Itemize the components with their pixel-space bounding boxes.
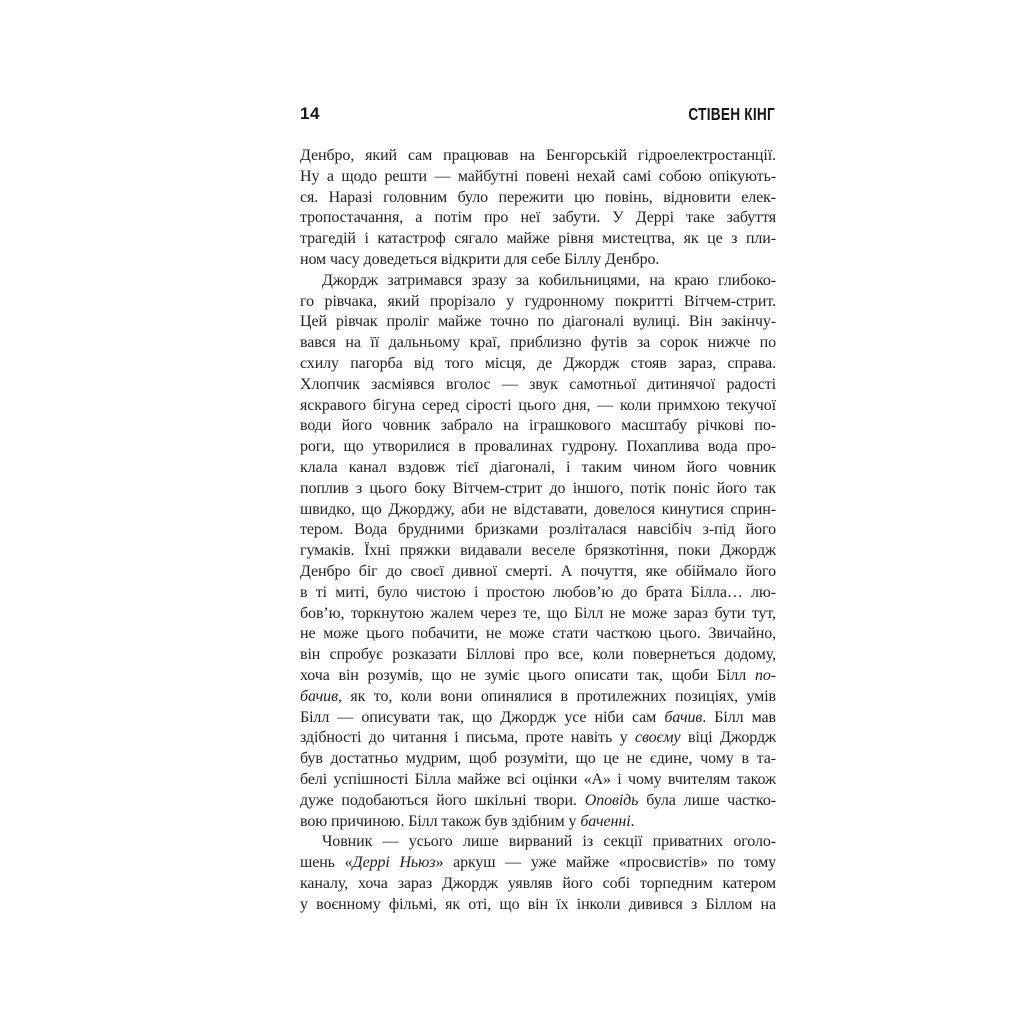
text-line xyxy=(300,500,776,521)
text-line xyxy=(300,853,776,874)
italic-text-segment: бачив xyxy=(664,708,703,726)
text-line xyxy=(300,416,776,437)
text-line xyxy=(300,708,776,729)
text-segment: схилу пагорба від того місця, де Джордж стояв зараз, справа. xyxy=(300,354,776,372)
text-line xyxy=(300,624,776,645)
text-segment: в ті миті, було чистою і простою любов’ю до брата Білла… лю- xyxy=(300,583,776,601)
text-line xyxy=(300,791,776,812)
text-segment: був достатньо мудрим, щоб розуміти, що це не єдине, чому в та- xyxy=(300,750,776,768)
text-segment: Цей рівчак проліг майже точно по діагоналі вулиці. Він закінчу- xyxy=(300,313,776,331)
text-segment: тропостачання, а потім про неї забути. У Деррі таке забуття xyxy=(300,209,776,227)
text-segment: белі успішності Білла майже всі оцінки «А» і чому вчителям також xyxy=(300,770,776,788)
text-segment: швидко, що Джорджу, аби не відставати, довелося кинутися сприн- xyxy=(300,500,776,518)
text-line xyxy=(300,728,776,749)
text-segment: вою причиною. Білл також був здібним у xyxy=(300,812,581,830)
text-segment: у воєнному фільмі, як оті, що він їх інколи дивився з Біллом на xyxy=(300,895,776,913)
text-line xyxy=(300,146,776,167)
text-line xyxy=(300,874,776,895)
text-line xyxy=(300,312,776,333)
text-segment: здібності до читання і письма, проте навіть у xyxy=(300,729,636,747)
text-segment: , як то, коли вони опинялися в протилежних позиціях, умів xyxy=(337,687,776,705)
text-line xyxy=(300,832,776,853)
text-line xyxy=(300,437,776,458)
text-segment: вався на її дальньому краї, приблизно футів за сорок нижче по xyxy=(300,334,776,352)
text-line xyxy=(300,396,776,417)
page-number: 14 xyxy=(300,104,320,123)
running-head-author: СТІВЕН КІНГ xyxy=(688,104,775,124)
text-segment: трагедій і катастроф сягало майже рівня мистецтва, як це з пли- xyxy=(300,230,776,248)
text-segment: Денбро, який сам працював на Бенгорській гідроелектростанції. xyxy=(300,147,776,164)
text-line xyxy=(300,645,776,666)
text-line xyxy=(300,562,776,583)
text-segment: » аркуш — уже майже «просвистів» по тому xyxy=(435,854,776,872)
text-line xyxy=(300,354,776,375)
text-segment: Білл — описувати так, що Джордж усе ніби сам xyxy=(300,708,665,726)
text-line xyxy=(300,812,776,833)
italic-text-segment: Оповідь xyxy=(584,791,639,809)
text-line xyxy=(300,208,776,229)
text-segment: Джордж затримався зразу за кобильницями, на краю глибоко- xyxy=(322,271,776,289)
text-line xyxy=(300,583,776,604)
text-line xyxy=(300,479,776,500)
text-segment: гумаків. Їхні пряжки видавали веселе брязкотіння, поки Джордж xyxy=(300,542,776,560)
text-segment: він спробує розказати Біллові про все, коли повернеться додому, xyxy=(300,646,776,664)
text-line xyxy=(300,666,776,687)
text-segment: каналу, хоча зараз Джордж уявляв його собі торпедним катером xyxy=(300,874,776,892)
italic-text-segment: баченні xyxy=(580,812,631,830)
text-segment: шень « xyxy=(300,854,353,872)
text-segment: хоча він розумів, що не зуміє цього описати так, щоби Білл xyxy=(300,666,755,684)
text-line xyxy=(300,188,776,209)
text-segment: ся. Наразі головним було пережити цю повінь, відновити елек- xyxy=(300,188,776,206)
text-segment: клала канал вздовж тієї діагоналі, і таким чином його човник xyxy=(300,458,776,476)
text-segment: Ну а щодо решти — майбутні повені нехай самі собою опікують- xyxy=(300,167,776,185)
text-line xyxy=(300,541,776,562)
text-segment: Денбро біг до своєї дивної смерті. А почуття, яке обіймало його xyxy=(300,562,776,580)
text-segment: го рівчака, який прорізало у гудронному покритті Вітчем-стрит. xyxy=(300,292,776,310)
text-line xyxy=(300,292,776,313)
text-segment: Човник — усього лише вирваний із секції приватних оголо- xyxy=(322,833,776,851)
text-line xyxy=(300,687,776,708)
italic-text-segment: своєму xyxy=(635,729,681,747)
text-line xyxy=(300,333,776,354)
text-segment: води його човник забрало на іграшкового масштабу річкові по- xyxy=(300,417,776,435)
text-segment: не може цього побачити, не може стати часткою цього. Звичайно, xyxy=(300,625,776,643)
text-segment: роги, що утворилися в провалинах гудрону. Похаплива вода про- xyxy=(300,438,776,456)
text-line xyxy=(300,749,776,770)
text-line xyxy=(300,167,776,188)
text-segment: бов’ю, торкнутою жалем через те, що Білл не може зараз бути тут, xyxy=(300,604,776,622)
text-segment: . xyxy=(630,812,635,830)
text-segment: була лише частко- xyxy=(638,791,776,809)
text-line xyxy=(300,770,776,791)
text-segment: . Білл мав xyxy=(702,708,776,726)
text-segment: віці Джордж xyxy=(680,729,776,747)
text-line xyxy=(300,229,776,250)
text-segment: яскравого бігуна серед сірості цього дня, — коли примхою текучої xyxy=(300,396,776,414)
text-line xyxy=(300,458,776,479)
text-segment: поплив з цього боку Вітчем-стрит до іншого, потік поніс його так xyxy=(300,479,776,497)
text-line xyxy=(300,250,776,271)
text-segment: дуже подобаються його шкільні твори. xyxy=(300,791,585,809)
text-line xyxy=(300,895,776,916)
text-line xyxy=(300,520,776,541)
page-text xyxy=(300,146,776,915)
text-line xyxy=(300,375,776,396)
italic-text-segment: по- xyxy=(754,666,776,684)
text-segment: тером. Вода брудними бризками розліталася навсібіч з-під його xyxy=(300,521,776,539)
text-segment: Хлопчик засміявся вголос — звук самотньої дитинячої радості xyxy=(300,375,776,393)
text-line xyxy=(300,271,776,292)
text-line xyxy=(300,604,776,625)
text-segment: ном часу доведеться відкрити для себе Біллу Денбро. xyxy=(300,250,660,268)
italic-text-segment: Деррі Ньюз xyxy=(352,854,436,872)
italic-text-segment: бачив xyxy=(300,687,338,705)
